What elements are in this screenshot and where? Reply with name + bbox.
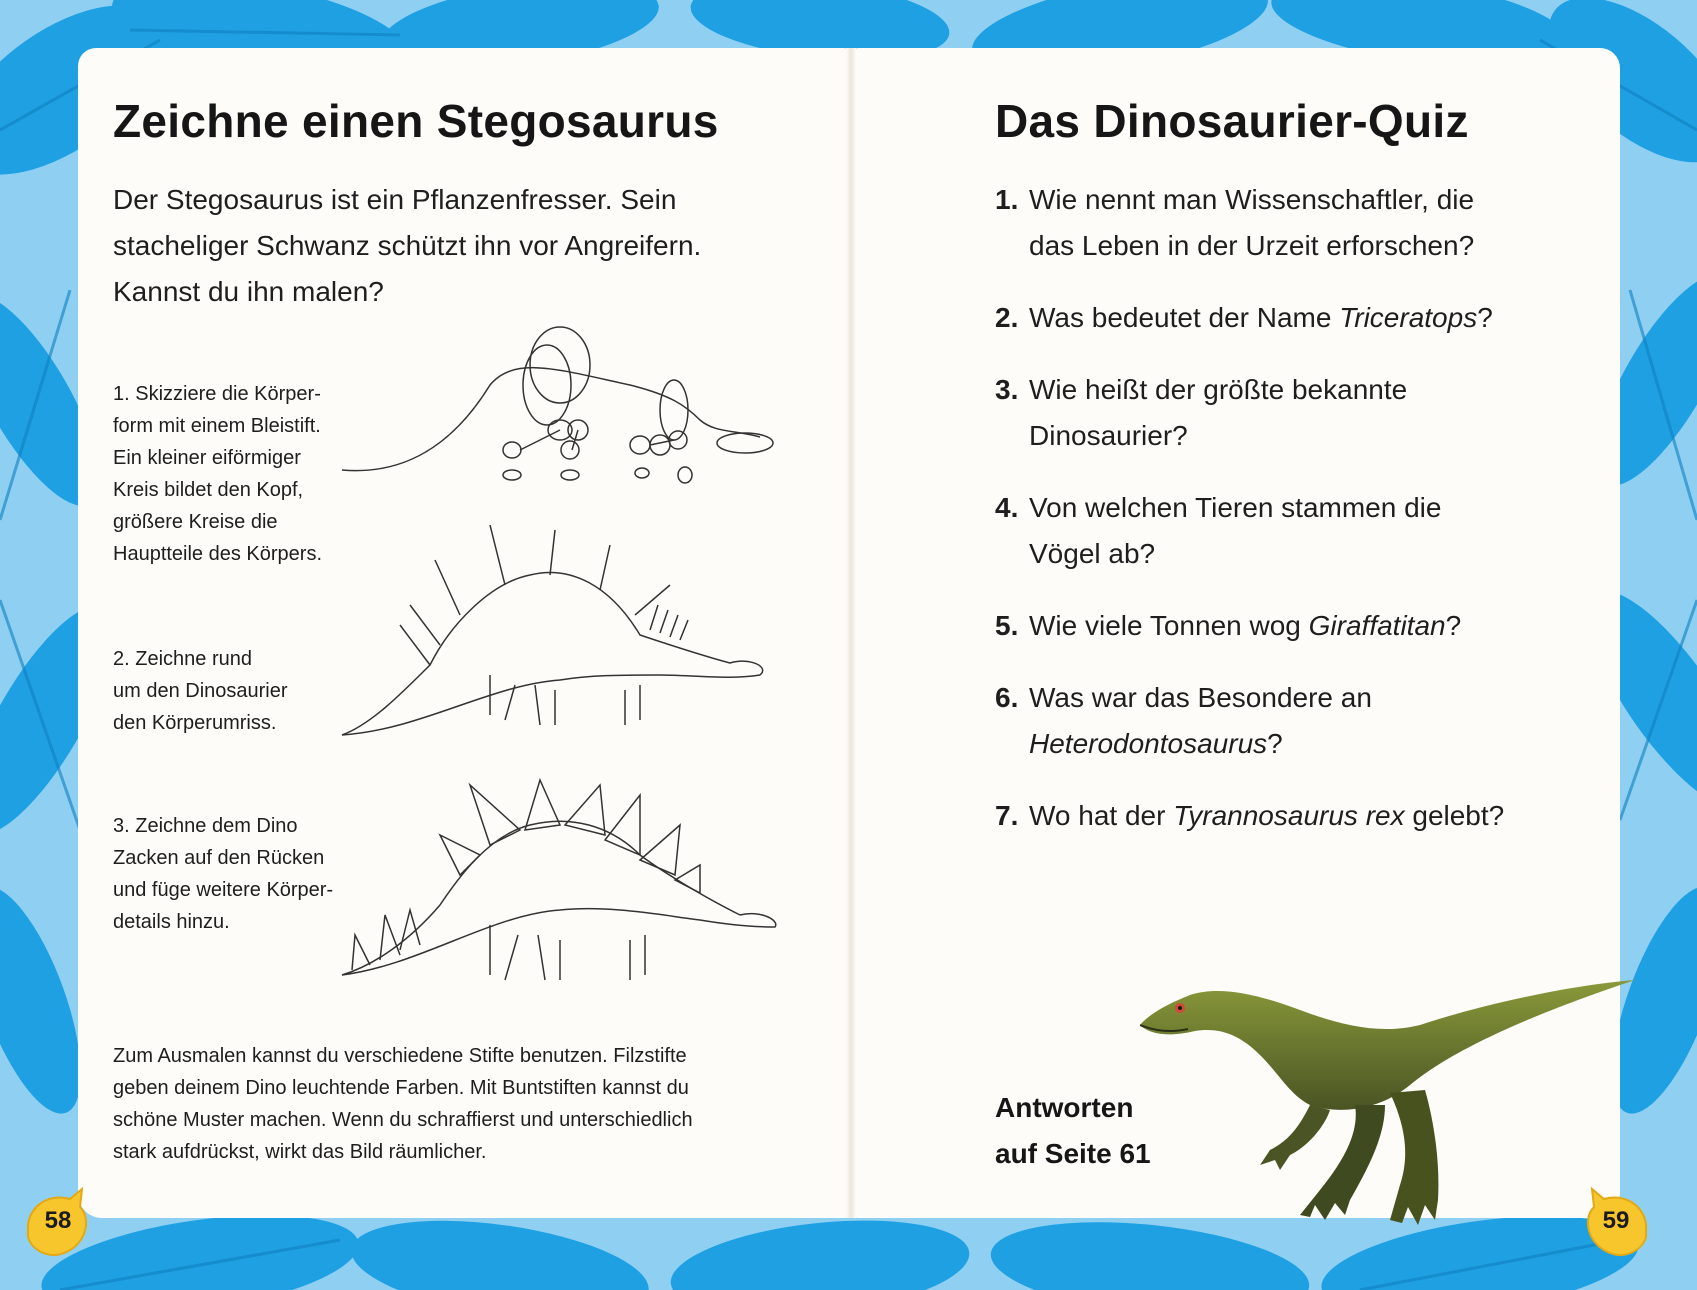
book-gutter <box>846 48 856 1218</box>
intro-text: Der Stegosaurus ist ein Pflanzenfresser. Sein stacheliger Schwanz schützt ihn vor Angreifern. Kannst du ihn malen? <box>113 184 702 307</box>
quiz-question-3: 3. Wie heißt der größte bekannte Dinosaurier? <box>995 374 1408 451</box>
step-2-text: 2. Zeichne rund um den Dinosaurier den Körperumriss. <box>113 648 288 734</box>
quiz-question-6: 6. Was war das Besondere an Heterodontosaurus? <box>995 682 1372 759</box>
quiz-question-7: 7. Wo hat der Tyrannosaurus rex gelebt? <box>995 800 1505 831</box>
quiz-list <box>995 177 1595 865</box>
page-number-left: 58 <box>44 1207 72 1234</box>
quiz-question-5: 5. Wie viele Tonnen wog Giraffatitan? <box>995 610 1462 641</box>
quiz-question-2: 2. Was bedeutet der Name Triceratops? <box>995 302 1493 333</box>
stegosaurus-sketch-circles-icon <box>340 325 790 500</box>
quiz-question-4: 4. Von welchen Tieren stammen die Vögel ab? <box>995 492 1442 569</box>
right-page-heading: Das Dinosaurier-Quiz <box>995 95 1469 147</box>
coloring-tips-text: Zum Ausmalen kannst du verschiedene Stifte benutzen. Filzstifte geben deinem Dino leuchtende Farben. Mit Buntstiften kannst du schöne Muster machen. Wenn du schraffierst und unterschiedlich stark aufdrückst, wirkt das Bild räumlicher. <box>113 1045 693 1163</box>
step-3-text: 3. Zeichne dem Dino Zacken auf den Rücken und füge weitere Körper- details hinzu. <box>113 815 334 933</box>
page-number-right: 59 <box>1602 1207 1630 1234</box>
stegosaurus-sketch-plates-icon <box>340 775 790 1005</box>
stegosaurus-sketch-outline-icon <box>340 525 790 745</box>
quiz-question-1: 1. Wie nennt man Wissenschaftler, die das Leben in der Urzeit erforschen? <box>995 184 1475 261</box>
step-1-text: 1. Skizziere die Körper- form mit einem Bleistift. Ein kleiner eiförmiger Kreis bildet den Kopf, größere Kreise die Hauptteile des Körpers. <box>113 383 323 565</box>
page-number-badge-right <box>1578 1185 1654 1261</box>
answers-note: Antworten auf Seite 61 <box>995 1092 1151 1169</box>
page-number-badge-left <box>20 1185 96 1261</box>
heterodontosaurus-icon <box>1140 965 1640 1230</box>
left-page-heading: Zeichne einen Stegosaurus <box>113 95 719 147</box>
